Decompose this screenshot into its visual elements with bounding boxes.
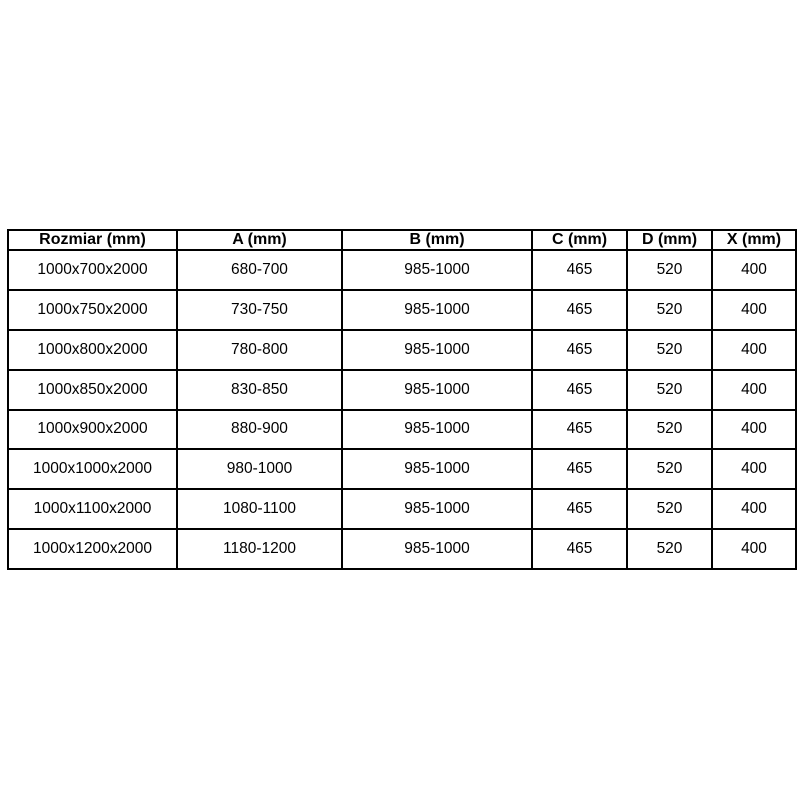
column-header: B (mm) xyxy=(342,230,532,250)
table-cell: 400 xyxy=(712,290,796,330)
table-row xyxy=(8,250,796,290)
table-cell: 985-1000 xyxy=(342,489,532,529)
table-cell: 400 xyxy=(712,449,796,489)
table-cell: 1000x1000x2000 xyxy=(8,449,177,489)
table-cell: 730-750 xyxy=(177,290,342,330)
table-header-row xyxy=(8,230,796,250)
table-cell: 780-800 xyxy=(177,330,342,370)
table-cell: 1000x850x2000 xyxy=(8,370,177,410)
table-cell: 520 xyxy=(627,410,712,450)
column-header: C (mm) xyxy=(532,230,627,250)
table-cell: 465 xyxy=(532,449,627,489)
table-cell: 830-850 xyxy=(177,370,342,410)
table-cell: 1000x1200x2000 xyxy=(8,529,177,569)
table-cell: 1000x750x2000 xyxy=(8,290,177,330)
table-cell: 985-1000 xyxy=(342,330,532,370)
table-cell: 985-1000 xyxy=(342,290,532,330)
table-cell: 400 xyxy=(712,489,796,529)
table-cell: 400 xyxy=(712,330,796,370)
table-row xyxy=(8,529,796,569)
table-cell: 985-1000 xyxy=(342,449,532,489)
table-cell: 520 xyxy=(627,290,712,330)
table-cell: 520 xyxy=(627,489,712,529)
table-cell: 465 xyxy=(532,489,627,529)
table-cell: 520 xyxy=(627,370,712,410)
table-cell: 1000x900x2000 xyxy=(8,410,177,450)
table-cell: 1000x700x2000 xyxy=(8,250,177,290)
column-header: X (mm) xyxy=(712,230,796,250)
table-cell: 1080-1100 xyxy=(177,489,342,529)
table-cell: 400 xyxy=(712,250,796,290)
table-cell: 520 xyxy=(627,330,712,370)
table-cell: 985-1000 xyxy=(342,529,532,569)
table-cell: 465 xyxy=(532,529,627,569)
dimensions-table xyxy=(7,229,797,570)
table-cell: 680-700 xyxy=(177,250,342,290)
table-cell: 400 xyxy=(712,529,796,569)
table-cell: 980-1000 xyxy=(177,449,342,489)
table-cell: 465 xyxy=(532,250,627,290)
table-cell: 1180-1200 xyxy=(177,529,342,569)
table-cell: 985-1000 xyxy=(342,370,532,410)
table-row xyxy=(8,290,796,330)
table-row xyxy=(8,449,796,489)
table-cell: 465 xyxy=(532,370,627,410)
table-cell: 985-1000 xyxy=(342,250,532,290)
table-cell: 520 xyxy=(627,250,712,290)
table-row xyxy=(8,370,796,410)
column-header: D (mm) xyxy=(627,230,712,250)
table-row xyxy=(8,489,796,529)
table-cell: 1000x800x2000 xyxy=(8,330,177,370)
table-cell: 880-900 xyxy=(177,410,342,450)
table-row xyxy=(8,410,796,450)
table-cell: 465 xyxy=(532,330,627,370)
column-header: A (mm) xyxy=(177,230,342,250)
table-cell: 520 xyxy=(627,529,712,569)
table-cell: 400 xyxy=(712,370,796,410)
column-header: Rozmiar (mm) xyxy=(8,230,177,250)
table-row xyxy=(8,330,796,370)
table-cell: 1000x1100x2000 xyxy=(8,489,177,529)
table-cell: 465 xyxy=(532,410,627,450)
table-cell: 400 xyxy=(712,410,796,450)
table-cell: 520 xyxy=(627,449,712,489)
table-cell: 465 xyxy=(532,290,627,330)
table-cell: 985-1000 xyxy=(342,410,532,450)
